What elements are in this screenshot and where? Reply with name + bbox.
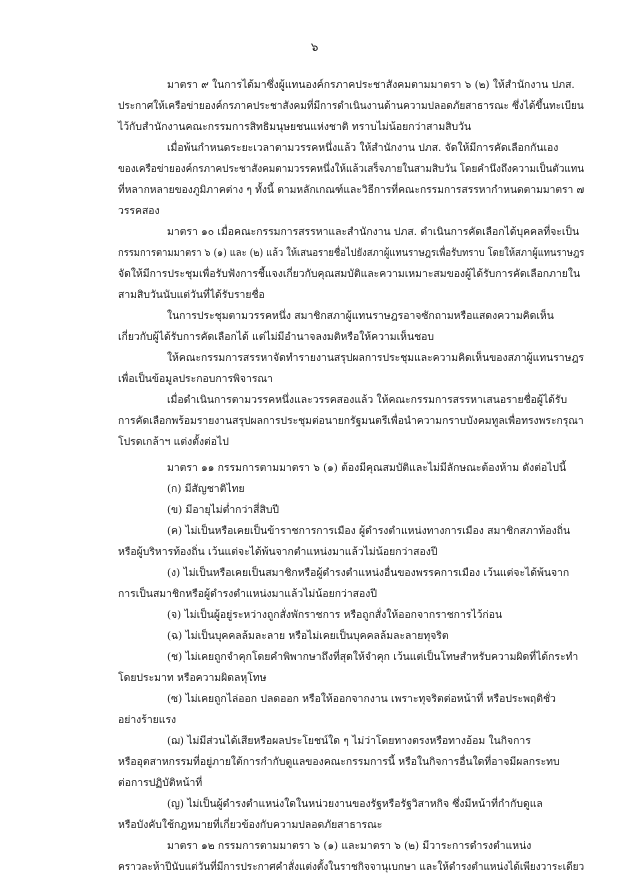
text-line: (ฌ) ไม่มีส่วนได้เสียหรือผลประโยชน์ใด ๆ ไม่ว่าโดยทางตรงหรือทางอ้อม ในกิจการ <box>167 735 531 747</box>
text-line: (ค) ไม่เป็นหรือเคยเป็นข้าราชการการเมือง ผู้ดำรงตำแหน่งทางการเมือง สมาชิกสภาท้องถิ่น <box>167 525 571 537</box>
text-line: (ซ) ไม่เคยถูกไล่ออก ปลดออก หรือให้ออกจากงาน เพราะทุจริตต่อหน้าที่ หรือประพฤติชั่ว <box>167 693 556 705</box>
text-line: มาตรา ๑๒ กรรมการตามมาตรา ๖ (๑) และมาตรา ๖ (๒) มีวาระการดำรงตำแหน่ง <box>167 840 532 852</box>
text-line: การคัดเลือกพร้อมรายงานสรุปผลการประชุมต่อนายกรัฐมนตรีเพื่อนำความกราบบังคมทูลเพื่อทรงพระกรุณา <box>118 415 584 427</box>
text-line: (ก) มีสัญชาติไทย <box>167 483 245 495</box>
text-line: (ฉ) ไม่เป็นบุคคลล้มละลาย หรือไม่เคยเป็นบุคคลล้มละลายทุจริต <box>167 630 449 642</box>
text-line: เมื่อพ้นกำหนดระยะเวลาตามวรรคหนึ่งแล้ว ให้สำนักงาน ปภส. จัดให้มีการคัดเลือกกันเอง <box>167 142 559 154</box>
text-line: เกี่ยวกับผู้ได้รับการคัดเลือกได้ แต่ไม่มีอำนาจลงมติหรือให้ความเห็นชอบ <box>118 331 434 343</box>
text-line: ประกาศให้เครือข่ายองค์กรภาคประชาสังคมที่มีการดำเนินงานด้านความปลอดภัยสาธารณะ ซึ่งได้ขึ้นทะเบียน <box>118 100 584 112</box>
text-line: (จ) ไม่เป็นผู้อยู่ระหว่างถูกสั่งพักราชการ หรือถูกสั่งให้ออกจากราชการไว้ก่อน <box>167 609 503 621</box>
text-line: กรรมการตามมาตรา ๖ (๑) และ (๒) แล้ว ให้เสนอรายชื่อไปยังสภาผู้แทนราษฎรเพื่อรับทราบ โดยให้สภาผู้แทนราษฎร <box>118 247 585 259</box>
text-line: เพื่อเป็นข้อมูลประกอบการพิจารณา <box>118 373 273 385</box>
text-line: (ง) ไม่เป็นหรือเคยเป็นสมาชิกหรือผู้ดำรงตำแหน่งอื่นของพรรคการเมือง เว้นแต่จะได้พ้นจาก <box>167 567 570 579</box>
text-line: หรือผู้บริหารท้องถิ่น เว้นแต่จะได้พ้นจากตำแหน่งมาแล้วไม่น้อยกว่าสองปี <box>118 546 438 558</box>
text-line: ที่หลากหลายของภูมิภาคต่าง ๆ ทั้งนี้ ตามหลักเกณฑ์และวิธีการที่คณะกรรมการสรรหากำหนดตามมาตรา ๗ <box>118 184 585 196</box>
text-line: ให้คณะกรรมการสรรหาจัดทำรายงานสรุปผลการประชุมและความคิดเห็นของสภาผู้แทนราษฎร <box>167 352 584 364</box>
text-line: ของเครือข่ายองค์กรภาคประชาสังคมตามวรรคหนึ่งให้แล้วเสร็จภายในสามสิบวัน โดยคำนึงถึงความเป็นตัวแทน <box>118 163 585 175</box>
text-line: (ช) ไม่เคยถูกจำคุกโดยคำพิพากษาถึงที่สุดให้จำคุก เว้นแต่เป็นโทษสำหรับความผิดที่ได้กระทำ <box>167 651 579 663</box>
text-line: ไว้กับสำนักงานคณะกรรมการสิทธิมนุษยชนแห่งชาติ ทราบไม่น้อยกว่าสามสิบวัน <box>118 121 472 133</box>
text-line: มาตรา ๙ ในการได้มาซึ่งผู้แทนองค์กรภาคประชาสังคมตามมาตรา ๖ (๒) ให้สำนักงาน ปภส. <box>167 79 575 91</box>
text-line: มาตรา ๑๑ กรรมการตามมาตรา ๖ (๑) ต้องมีคุณสมบัติและไม่มีลักษณะต้องห้าม ดังต่อไปนี้ <box>167 462 567 474</box>
text-line: เมื่อดำเนินการตามวรรคหนึ่งและวรรคสองแล้ว ให้คณะกรรมการสรรหาเสนอรายชื่อผู้ได้รับ <box>167 394 568 406</box>
text-line: โดยประมาท หรือความผิดลหุโทษ <box>118 672 267 684</box>
text-line: หรืออุตสาหกรรมที่อยู่ภายใต้การกำกับดูแลของคณะกรรมการนี้ หรือในกิจการอื่นใดที่อาจมีผลกระทบ <box>118 756 560 768</box>
text-line: อย่างร้ายแรง <box>118 714 177 726</box>
text-line: การเป็นสมาชิกหรือผู้ดำรงตำแหน่งมาแล้วไม่น้อยกว่าสองปี <box>118 588 377 600</box>
text-line: ในการประชุมตามวรรคหนึ่ง สมาชิกสภาผู้แทนราษฎรอาจซักถามหรือแสดงความคิดเห็น <box>167 310 554 322</box>
text-line: (ญ) ไม่เป็นผู้ดำรงตำแหน่งใดในหน่วยงานของรัฐหรือรัฐวิสาหกิจ ซึ่งมีหน้าที่กำกับดูแล <box>167 798 543 810</box>
text-line: มาตรา ๑๐ เมื่อคณะกรรมการสรรหาและสำนักงาน ปภส. ดำเนินการคัดเลือกได้บุคคลที่จะเป็น <box>167 226 580 238</box>
text-line: จัดให้มีการประชุมเพื่อรับฟังการชี้แจงเกี่ยวกับคุณสมบัติและความเหมาะสมของผู้ได้รับการคัดเลือกภายใน <box>118 268 581 280</box>
text-line: ต่อการปฏิบัติหน้าที่ <box>118 777 203 789</box>
text-line: วรรคสอง <box>118 205 160 217</box>
text-line: คราวละห้าปีนับแต่วันที่มีการประกาศคำสั่งแต่งตั้งในราชกิจจานุเบกษา และให้ดำรงตำแหน่งได้เพียงวาระเดียว <box>118 861 585 873</box>
text-line: โปรดเกล้าฯ แต่งตั้งต่อไป <box>118 436 229 448</box>
page-number: ๖ <box>310 40 319 54</box>
text-line: สามสิบวันนับแต่วันที่ได้รับรายชื่อ <box>118 289 265 301</box>
text-line: (ข) มีอายุไม่ต่ำกว่าสี่สิบปี <box>167 504 280 516</box>
text-line: หรือบังคับใช้กฎหมายที่เกี่ยวข้องกับความปลอดภัยสาธารณะ <box>118 819 383 831</box>
